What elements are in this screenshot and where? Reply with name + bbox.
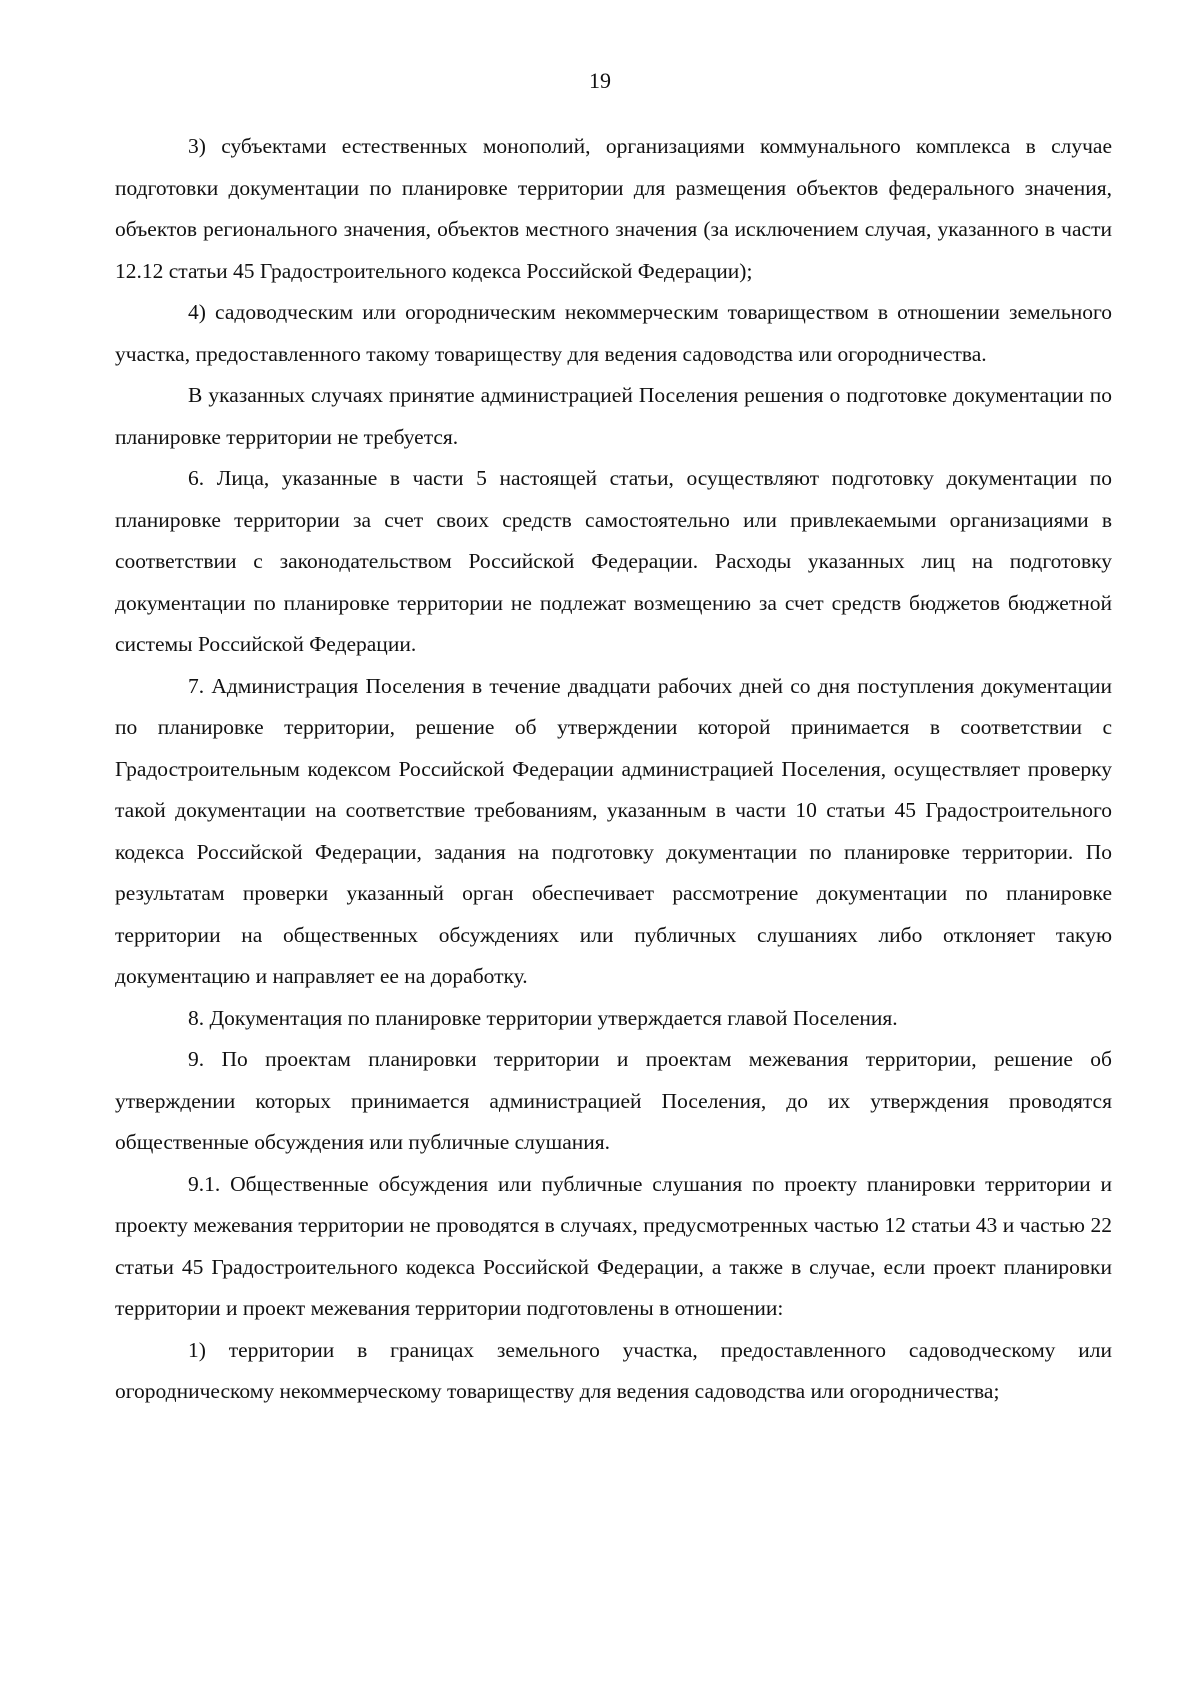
paragraph-clause-8: 8. Документация по планировке территории утверждается главой Поселения.	[188, 1005, 898, 1030]
page-number: 19	[589, 68, 611, 93]
paragraph-item-4: 4) садоводческим или огородническим некоммерческим товариществом в отношении земельного участка, предоставленного такому товариществу для ведения садоводства или огородничества.	[115, 300, 1112, 366]
document-body	[115, 126, 1112, 1413]
paragraph-clause-7: 7. Администрация Поселения в течение двадцати рабочих дней со дня поступления документации по планировке территории, решение об утверждении которой принимается в соответствии с Градостроительным кодексом Российской Федерации администрацией Поселения, осуществляет проверку такой документации на соответствие требованиям, указанным в части 10 статьи 45 Градостроительного кодекса Российской Федерации, задания на подготовку документации по планировке территории. По результатам проверки указанный орган обеспечивает рассмотрение документации по планировке территории на общественных обсуждениях или публичных слушаниях либо отклоняет такую документацию и направляет ее на доработку.	[115, 673, 1112, 988]
paragraph-clause-6: 6. Лица, указанные в части 5 настоящей статьи, осуществляют подготовку документации по планировке территории за счет своих средств самостоятельно или привлекаемыми организациями в соответствии с законодательством Российской Федерации. Расходы указанных лиц на подготовку документации по планировке территории не подлежат возмещению за счет средств бюджетов бюджетной системы Российской Федерации.	[115, 466, 1112, 656]
paragraph-no-decision-required: В указанных случаях принятие администрацией Поселения решения о подготовке документации по планировке территории не требуется.	[115, 383, 1112, 449]
paragraph-clause-9-1: 9.1. Общественные обсуждения или публичные слушания по проекту планировки территории и проекту межевания территории не проводятся в случаях, предусмотренных частью 12 статьи 43 и частью 22 статьи 45 Градостроительного кодекса Российской Федерации, а также в случае, если проект планировки территории и проект межевания территории подготовлены в отношении:	[115, 1171, 1112, 1320]
paragraph-item-3: 3) субъектами естественных монополий, организациями коммунального комплекса в случае подготовки документации по планировке территории для размещения объектов федерального значения, объектов регионального значения, объектов местного значения (за исключением случая, указанного в части 12.12 статьи 45 Градостроительного кодекса Российской Федерации);	[115, 134, 1112, 283]
paragraph-subitem-1: 1) территории в границах земельного участка, предоставленного садоводческому или огородническому некоммерческому товариществу для ведения садоводства или огородничества;	[115, 1337, 1112, 1403]
paragraph-clause-9: 9. По проектам планировки территории и проектам межевания территории, решение об утверждении которых принимается администрацией Поселения, до их утверждения проводятся общественные обсуждения или публичные слушания.	[115, 1047, 1112, 1154]
